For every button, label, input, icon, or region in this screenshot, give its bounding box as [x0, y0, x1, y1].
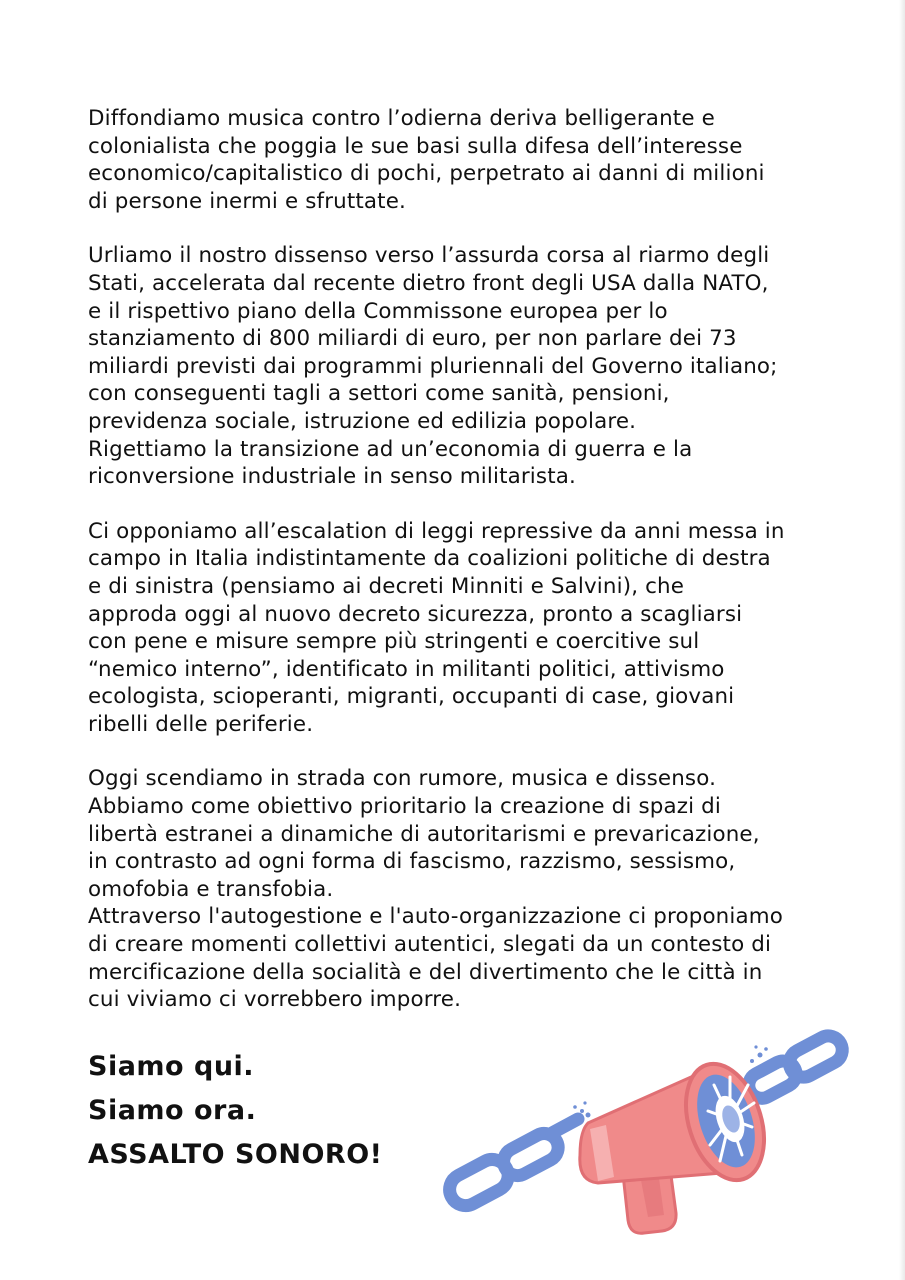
text-line: ribelli delle periferie. — [88, 711, 314, 737]
text-line: ecologista, scioperanti, migranti, occupanti di case, giovani — [88, 684, 735, 710]
text-line: “nemico interno”, identificato in militanti politici, attivismo — [88, 656, 725, 682]
paragraph-4 — [88, 765, 868, 1013]
text-line: campo in Italia indistintamente da coalizioni politiche di destra — [88, 546, 771, 572]
text-line: mercificazione della socialità e del divertimento che le città in — [88, 959, 763, 985]
text-line: Oggi scendiamo in strada con rumore, musica e dissenso. — [88, 766, 717, 792]
text-line: omofobia e transfobia. — [88, 876, 334, 902]
text-line: con pene e misure sempre più stringenti e coercitive sul — [88, 629, 700, 655]
text-line: in contrasto ad ogni forma di fascismo, razzismo, sessismo, — [88, 849, 736, 875]
broken-chain-right — [744, 1031, 847, 1103]
text-line: di creare momenti collettivi autentici, slegati da un contesto di — [88, 932, 772, 958]
text-line: e il rispettivo piano della Commissone europea per lo — [88, 298, 668, 324]
text-line: economico/capitalistico di pochi, perpetrato ai danni di milioni — [88, 161, 765, 187]
text-line: previdenza sociale, istruzione ed edilizia popolare. — [88, 408, 637, 434]
text-line: con conseguenti tagli a settori come sanità, pensioni, — [88, 381, 670, 407]
text-line: Diffondiamo musica contro l’odierna deriva belligerante e — [88, 106, 715, 131]
text-line: miliardi previsti dai programmi pluriennali del Governo italiano; — [88, 353, 778, 379]
text-line: Ci opponiamo all’escalation di leggi repressive da anni messa in — [88, 518, 785, 544]
page-edge-shadow — [899, 0, 905, 1280]
text-line: stanziamento di 800 miliardi di euro, per non parlare dei 73 — [88, 326, 737, 352]
broken-chain-left — [444, 1119, 578, 1211]
closing-slogans — [88, 1045, 382, 1177]
text-line: Attraverso l'autogestione e l'auto-organizzazione ci proponiamo — [88, 904, 783, 930]
text-line: riconversione industriale in senso militarista. — [88, 464, 576, 490]
text-line: di persone inermi e sfruttate. — [88, 188, 406, 214]
slogan-siamo-ora: Siamo ora. — [88, 1095, 257, 1126]
paragraph-1 — [88, 105, 868, 215]
manifesto-text — [88, 105, 868, 1041]
paragraph-2 — [88, 242, 868, 490]
text-line: Abbiamo come obiettivo prioritario la creazione di spazi di — [88, 794, 721, 820]
text-line: Rigettiamo la transizione ad un’economia di guerra e la — [88, 436, 693, 462]
slogan-siamo-qui: Siamo qui. — [88, 1051, 255, 1082]
text-line: e di sinistra (pensiamo ai decreti Minniti e Salvini), che — [88, 573, 685, 599]
text-line: Urliamo il nostro dissenso verso l’assurda corsa al riarmo degli — [88, 243, 770, 269]
paragraph-3 — [88, 518, 868, 739]
text-line: libertà estranei a dinamiche di autoritarismi e prevaricazione, — [88, 821, 760, 847]
slogan-assalto-sonoro: ASSALTO SONORO! — [88, 1139, 383, 1170]
megaphone-breaking-chain-icon — [430, 1015, 860, 1255]
text-line: colonialista che poggia le sue basi sulla difesa dell’interesse — [88, 133, 743, 159]
text-line: Stati, accelerata dal recente dietro front degli USA dalla NATO, — [88, 270, 769, 296]
text-line: approda oggi al nuovo decreto sicurezza, pronto a scagliarsi — [88, 601, 743, 627]
text-line: cui viviamo ci vorrebbero imporre. — [88, 987, 462, 1013]
